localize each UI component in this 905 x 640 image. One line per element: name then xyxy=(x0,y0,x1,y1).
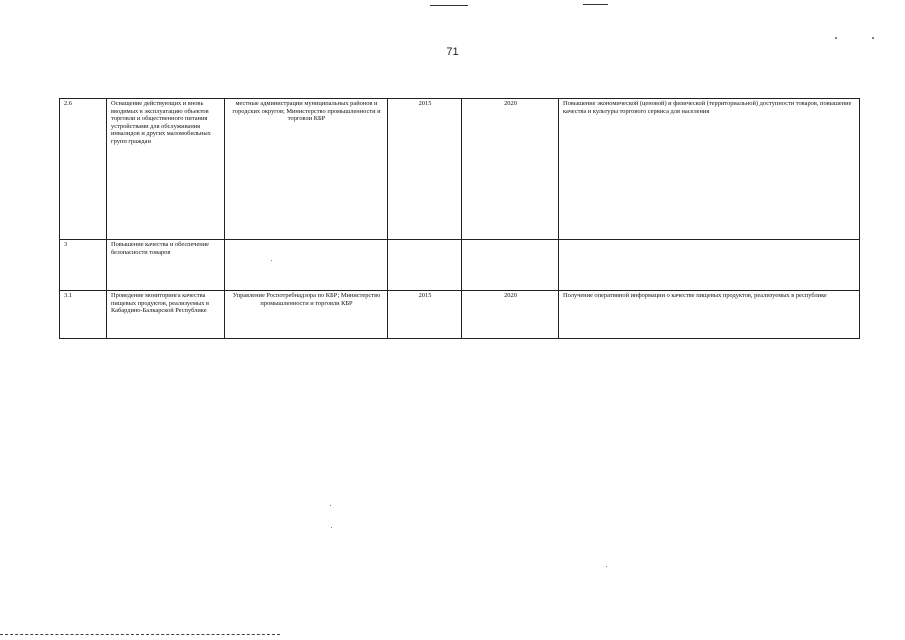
program-table xyxy=(59,98,860,339)
scan-mark-top-2 xyxy=(583,4,608,5)
start-year-cell: 2015 xyxy=(388,99,462,240)
start-year-cell: 2015 xyxy=(388,291,462,339)
scan-dot xyxy=(606,566,607,567)
row-number-cell: 3 xyxy=(60,240,107,291)
measure-name-cell: Повышение качества и обеспечение безопасности товаров xyxy=(107,240,225,291)
table-row xyxy=(60,240,860,291)
executor-cell: местные администрации муниципальных районов и городских округов; Министерство промышленности и торговли КБР xyxy=(225,99,388,240)
end-year-cell xyxy=(462,240,559,291)
scan-line-bottom xyxy=(0,634,280,636)
scan-dot xyxy=(271,260,272,261)
start-year-cell xyxy=(388,240,462,291)
expected-result-cell xyxy=(559,240,860,291)
table-row xyxy=(60,99,860,240)
table-row xyxy=(60,291,860,339)
executor-cell: Управление Роспотребнадзора по КБР; Министерство промышленности и торговли КБР xyxy=(225,291,388,339)
scan-mark-top xyxy=(430,5,468,6)
expected-result-cell: Повышение экономической (ценовой) и физической (территориальной) доступности товаров, повышение качества и культуры торгового сервиса для населения xyxy=(559,99,860,240)
measure-name-cell: Проведение мониторинга качества пищевых продуктов, реализуемых в Кабардино-Балкарской Республике xyxy=(107,291,225,339)
scan-dot xyxy=(835,37,837,39)
row-number-cell: 3.1 xyxy=(60,291,107,339)
measure-name-cell: Оснащение действующих и вновь вводимых в эксплуатацию объектов торговли и общественного питания устройствами для обслуживания инвалидов и других маломобильных групп граждан xyxy=(107,99,225,240)
end-year-cell: 2020 xyxy=(462,291,559,339)
end-year-cell: 2020 xyxy=(462,99,559,240)
scan-dot xyxy=(872,37,874,39)
executor-cell xyxy=(225,240,388,291)
expected-result-cell: Получение оперативной информации о качестве пищевых продуктов, реализуемых в республике xyxy=(559,291,860,339)
page-number: 71 xyxy=(446,46,459,58)
scan-dot xyxy=(330,505,331,506)
scan-dot xyxy=(331,527,332,528)
row-number-cell: 2.6 xyxy=(60,99,107,240)
